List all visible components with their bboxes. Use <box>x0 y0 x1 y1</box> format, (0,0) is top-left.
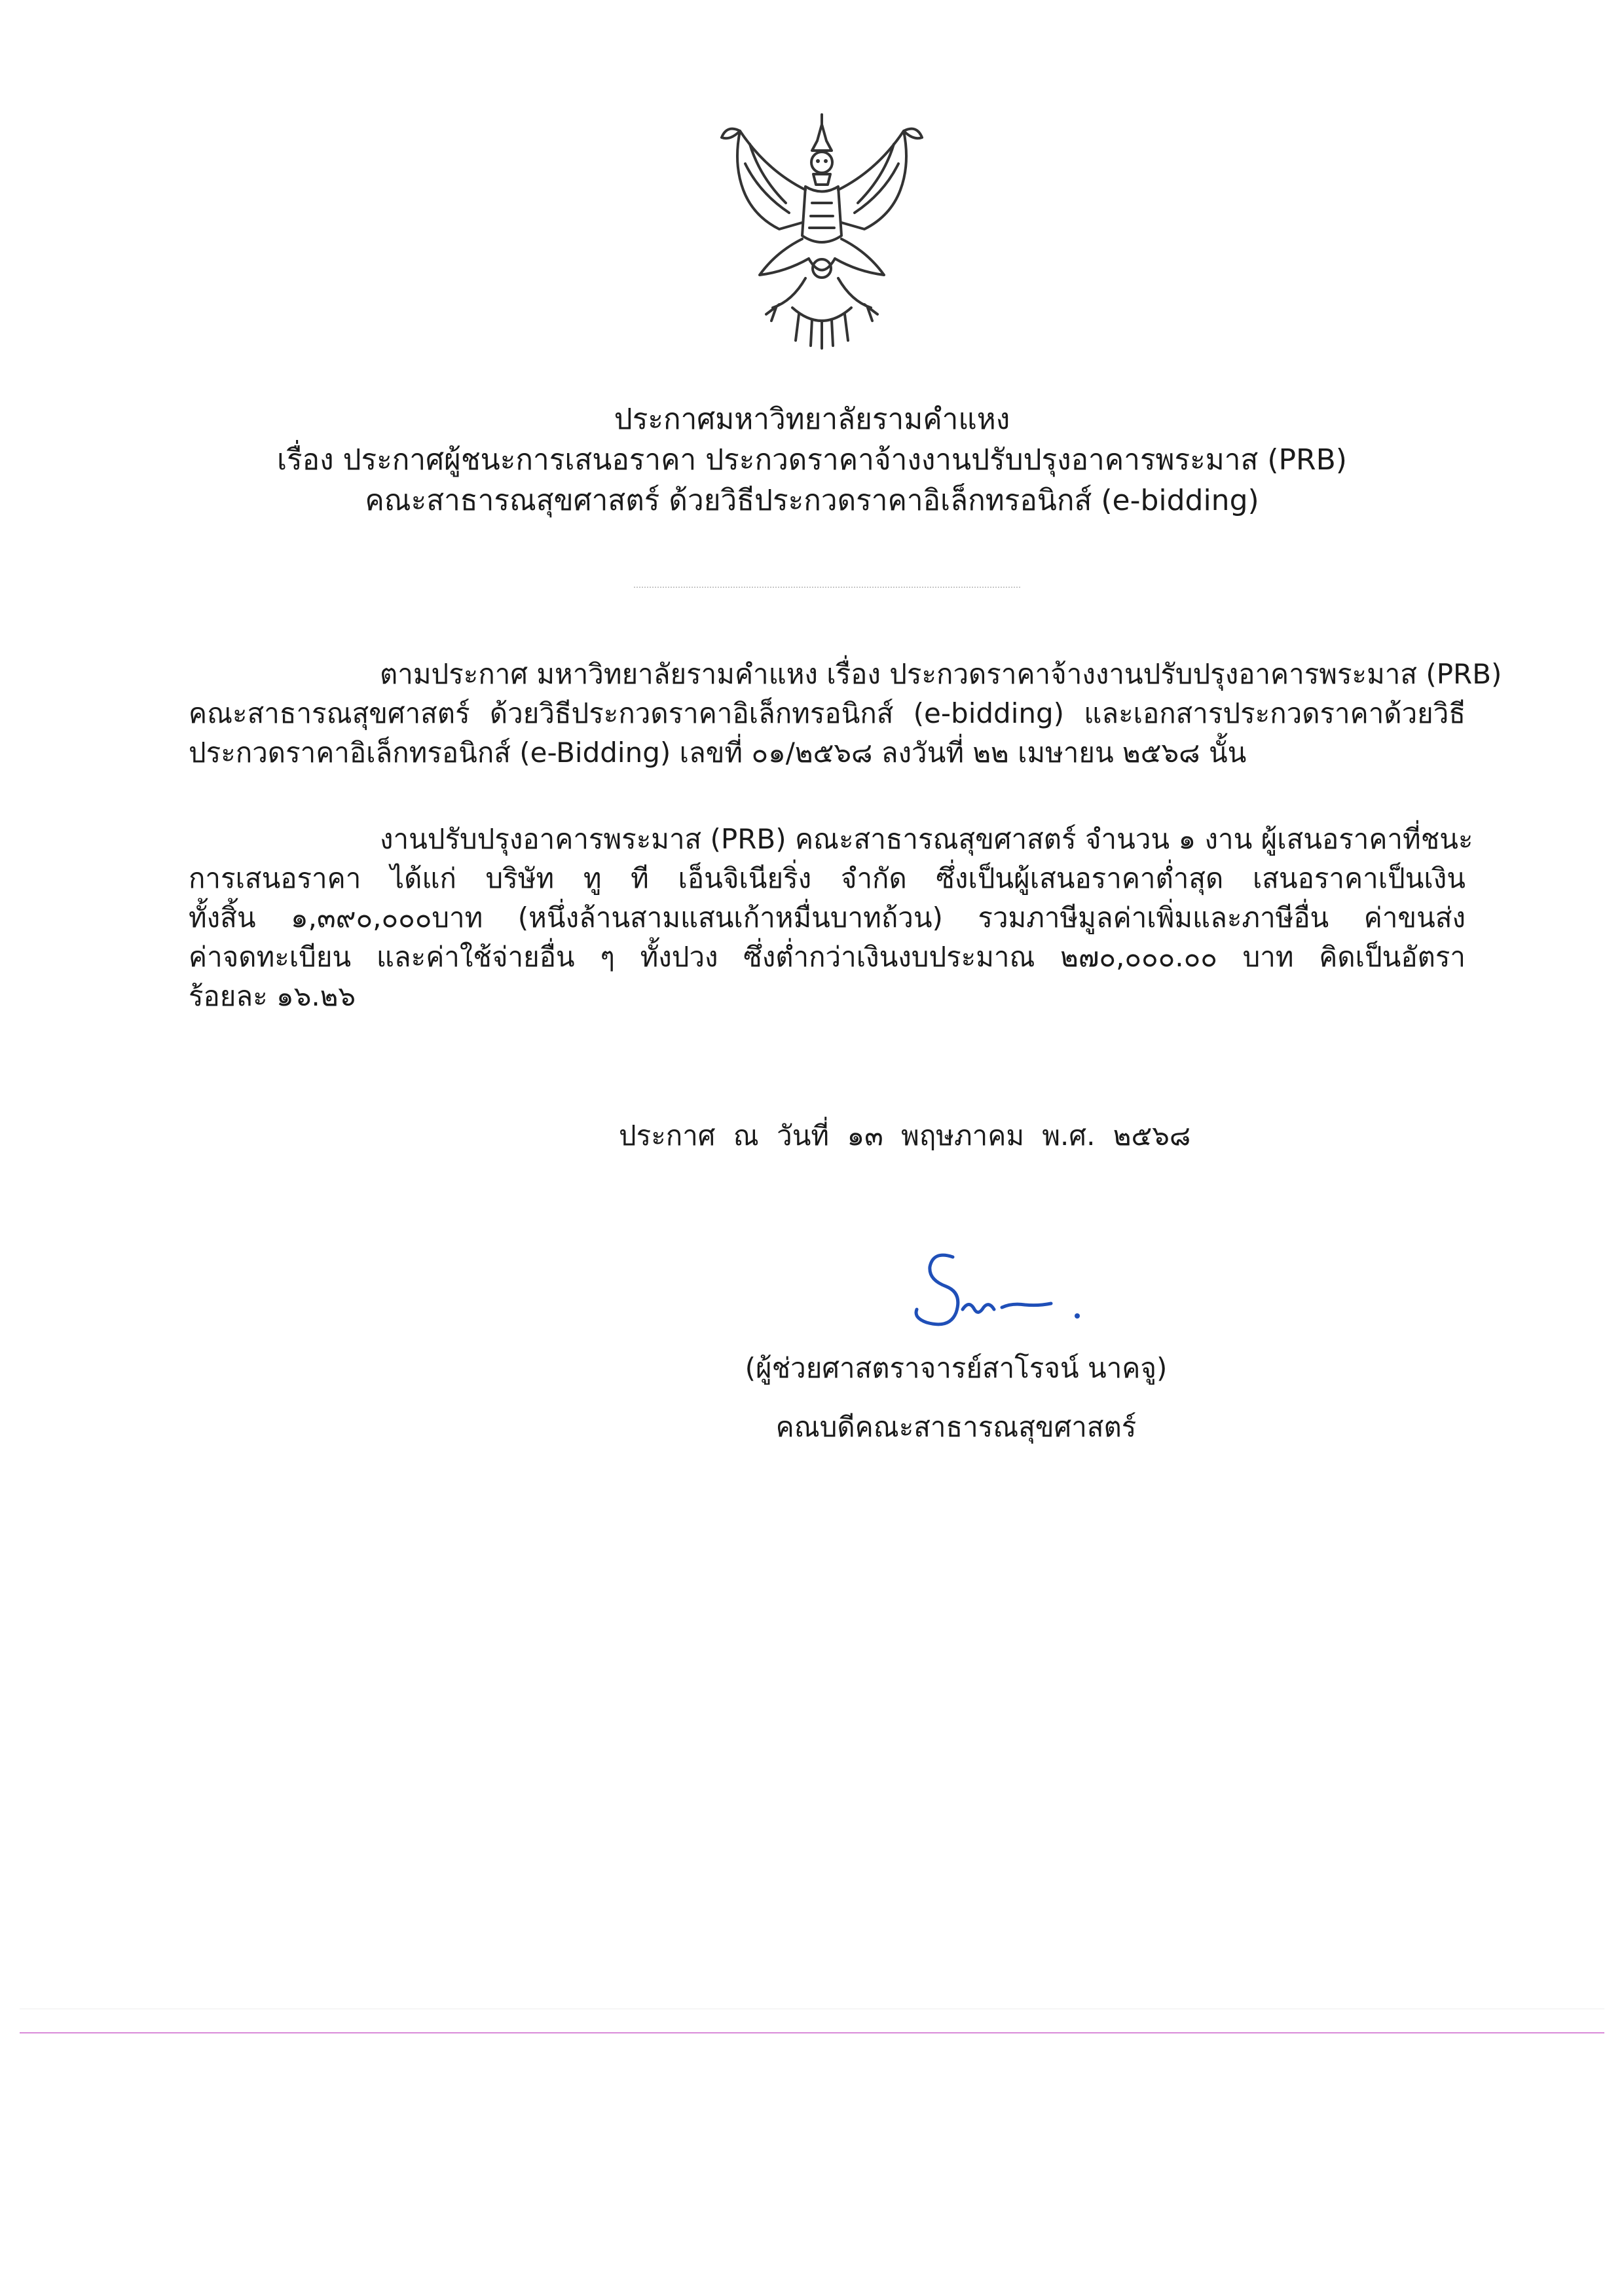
paragraph-1-line: ตามประกาศ มหาวิทยาลัยรามคำแหง เรื่อง ประกวดราคาจ้างงานปรับปรุงอาคารพระมาส (PRB) <box>380 658 1502 690</box>
announcement-date: ประกาศ ณ วันที่ ๑๓ พฤษภาคม พ.ศ. ๒๕๖๘ <box>619 1120 1191 1152</box>
heading-university: ประกาศมหาวิทยาลัยรามคำแหง <box>614 403 1010 436</box>
paragraph-2-line: งานปรับปรุงอาคารพระมาส (PRB) คณะสาธารณสุขศาสตร์ จำนวน ๑ งาน ผู้เสนอราคาที่ชนะ <box>380 823 1473 855</box>
signer-position: คณบดีคณะสาธารณสุขศาสตร์ <box>775 1411 1137 1443</box>
heading-faculty-method: คณะสาธารณสุขศาสตร์ ด้วยวิธีประกวดราคาอิเล็กทรอนิกส์ (e-bidding) <box>365 484 1259 517</box>
footer-rule <box>20 2032 1604 2033</box>
paragraph-reference <box>189 655 1502 773</box>
signer-name: (ผู้ช่วยศาสตราจารย์สาโรจน์ นาคจู) <box>745 1352 1168 1384</box>
paragraph-2-line: ทั้งสิ้น ๑,๓๙๐,๐๐๐บาท (หนึ่งล้านสามแสนเก้าหมื่นบาทถ้วน) รวมภาษีมูลค่าเพิ่มและภาษีอื่น ค่าขนส่ง <box>189 902 1466 934</box>
paragraph-2-line: การเสนอราคา ได้แก่ บริษัท ทู ที เอ็นจิเนียริ่ง จำกัด ซึ่งเป็นผู้เสนอราคาต่ำสุด เสนอราคาเป็นเงิน <box>189 862 1466 894</box>
paragraph-2-line: ค่าจดทะเบียน และค่าใช้จ่ายอื่น ๆ ทั้งปวง ซึ่งต่ำกว่าเงินงบประมาณ ๒๗๐,๐๐๐.๐๐ บาท คิดเป็นอัตรา <box>189 941 1466 973</box>
paragraph-winner <box>189 820 1473 1016</box>
paragraph-1-line: ประกวดราคาอิเล็กทรอนิกส์ (e-Bidding) เลขที่ ๐๑/๒๕๖๘ ลงวันที่ ๒๒ เมษายน ๒๕๖๘ นั้น <box>189 737 1247 769</box>
heading-subject: เรื่อง ประกาศผู้ชนะการเสนอราคา ประกวดราคาจ้างงานปรับปรุงอาคารพระมาส (PRB) <box>277 443 1347 477</box>
handwritten-signature <box>897 1247 1094 1339</box>
announcement-heading <box>131 399 1493 521</box>
heading-divider <box>634 587 1020 588</box>
paragraph-1-line: คณะสาธารณสุขศาสตร์ ด้วยวิธีประกวดราคาอิเล็กทรอนิกส์ (e-bidding) และเอกสารประกวดราคาด้วยวิธี <box>189 697 1466 729</box>
paragraph-2-line: ร้อยละ ๑๖.๒๖ <box>189 980 356 1012</box>
garuda-emblem-icon <box>714 111 930 354</box>
